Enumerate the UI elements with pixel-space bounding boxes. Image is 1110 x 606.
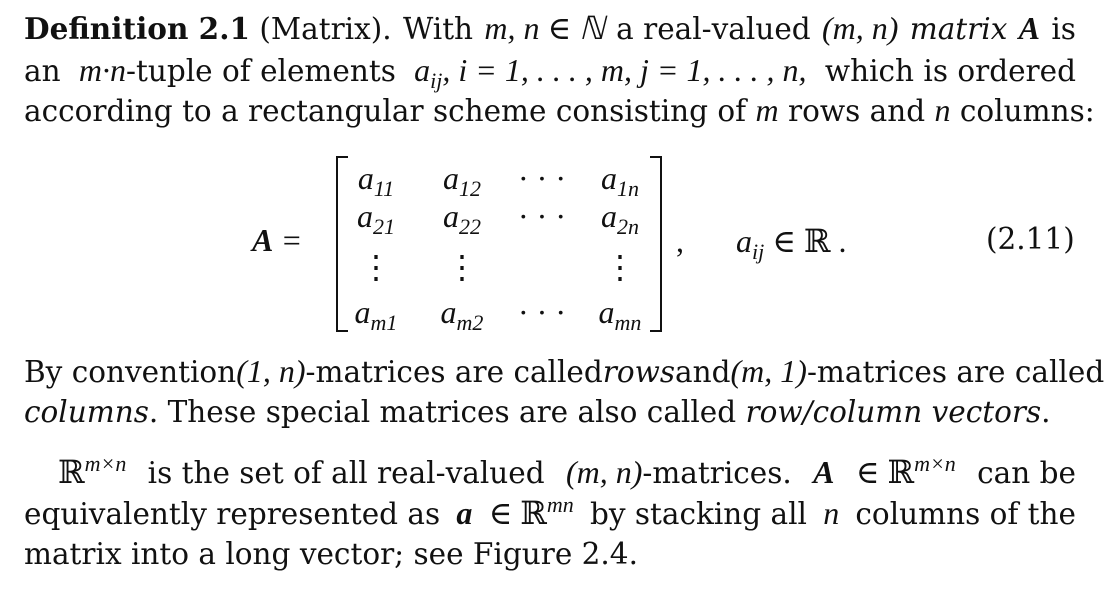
matrix-cell: $a_{21}$ — [357, 198, 395, 239]
math-sup-mn: mn — [546, 492, 574, 517]
math-bold-a: a — [456, 495, 473, 531]
math-m-n: (m, n) — [565, 454, 643, 490]
text-rows-and: rows and — [787, 94, 926, 128]
math-a-rhs: a — [736, 223, 752, 259]
math-dims: (m, n) — [822, 10, 899, 46]
matrix-cell: · · · — [518, 294, 566, 330]
matrix-cell: $a_{mn}$ — [598, 294, 642, 335]
matrix-cell-vdots: ⋮ — [360, 249, 392, 285]
paragraph-2-line-3 — [24, 534, 638, 574]
math-sup-mxn: m×n — [84, 451, 127, 476]
definition-label: Definition 2.1 — [24, 11, 251, 46]
definition-line-2 — [24, 50, 1076, 93]
text-by-convention: By convention — [24, 355, 237, 389]
text-matrices: -matrices. — [642, 456, 792, 490]
definition-line-1 — [24, 8, 1076, 48]
paragraph-2-line-1 — [58, 452, 1076, 492]
matrix-cell: $a_{m2}$ — [440, 294, 484, 335]
text-tuple-of-elements: -tuple of elements — [126, 54, 396, 88]
math-sub-ij-rhs: ij — [752, 239, 765, 264]
math-comma: , — [676, 223, 684, 259]
text-set-of-all: is the set of all real-valued — [147, 456, 545, 490]
equation-number: (2.11) — [986, 222, 1075, 256]
math-1-n: (1, n) — [236, 353, 306, 389]
text-is: is — [1051, 12, 1076, 46]
text-matrices-called-2: -matrices are called — [806, 355, 1105, 389]
math-n-p2: n — [823, 495, 840, 531]
math-bold-A: A — [1018, 10, 1041, 46]
paragraph-1-line-1 — [24, 351, 1105, 391]
matrix-cell-vdots: ⋮ — [604, 249, 636, 285]
matrix-cell-vdots: ⋮ — [446, 249, 478, 285]
text-special-matrices: . These special matrices are also called — [148, 395, 737, 429]
matrix-equation — [0, 150, 1110, 336]
matrix-cell: $a_{22}$ — [443, 198, 481, 239]
math-in-R-p2: ∈ ℝ — [855, 454, 915, 490]
text-and: and — [675, 355, 731, 389]
text-columns: columns: — [959, 94, 1095, 128]
matrix-cell: · · · — [518, 160, 566, 196]
math-in-R: ∈ ℝ . — [772, 223, 847, 259]
text-row-column-vectors: row/column vectors — [745, 395, 1042, 429]
text-by-stacking: by stacking all — [589, 497, 807, 531]
text-a-real-valued: a real-valued — [616, 12, 811, 46]
matrix-cell: $a_{2n}$ — [601, 198, 639, 239]
definition-line-3 — [24, 90, 1095, 130]
text-long-vector: matrix into a long vector; see Figure 2.4. — [24, 537, 638, 571]
math-in-R-p2b: ∈ ℝ — [488, 495, 547, 531]
text-which-is-ordered: which is ordered — [824, 54, 1076, 88]
text-matrices-called: -matrices are called — [305, 355, 603, 389]
text-an: an — [24, 54, 61, 88]
math-R: ℝ — [58, 454, 85, 490]
paragraph-1-line-2 — [24, 392, 1051, 432]
math-index-ranges: , i = 1, . . . , m, j = 1, . . . , n, — [442, 52, 807, 88]
math-m-dot-n: m·n — [78, 52, 127, 88]
math-bold-A-p2: A — [813, 454, 835, 490]
matrix-cell: $a_{1n}$ — [601, 160, 639, 201]
math-m: m — [755, 92, 779, 128]
text-equivalently: equivalently represented as — [24, 497, 441, 531]
math-bold-A-lhs: A — [252, 222, 274, 258]
text-can-be: can be — [977, 456, 1076, 490]
equation-rhs — [676, 222, 847, 264]
math-m-1: (m, 1) — [730, 353, 807, 389]
text-with: With — [402, 12, 474, 46]
math-equals: = — [282, 222, 301, 258]
matrix-cell: $a_{11}$ — [357, 160, 395, 201]
math-n: n — [934, 92, 951, 128]
math-a: a — [414, 52, 431, 88]
math-sub-ij: ij — [430, 68, 443, 93]
text-columns-of-the: columns of the — [855, 497, 1076, 531]
text-matrix-italic: matrix — [909, 12, 1008, 46]
paragraph-2-line-2 — [24, 493, 1076, 533]
definition-name: (Matrix). — [259, 12, 392, 46]
text-scheme: according to a rectangular scheme consisting of — [24, 94, 747, 128]
matrix-cell: $a_{m1}$ — [354, 294, 398, 335]
math-mn-in-N: m, n ∈ ℕ — [484, 10, 605, 46]
matrix-cell: · · · — [518, 198, 566, 234]
text-rows-italic: rows — [602, 355, 676, 389]
equation-lhs — [252, 222, 301, 259]
math-sup-mxn-2: m×n — [914, 451, 956, 476]
text-columns-italic: columns — [24, 395, 149, 429]
matrix-cell: $a_{12}$ — [443, 160, 481, 201]
text-period: . — [1041, 395, 1051, 429]
